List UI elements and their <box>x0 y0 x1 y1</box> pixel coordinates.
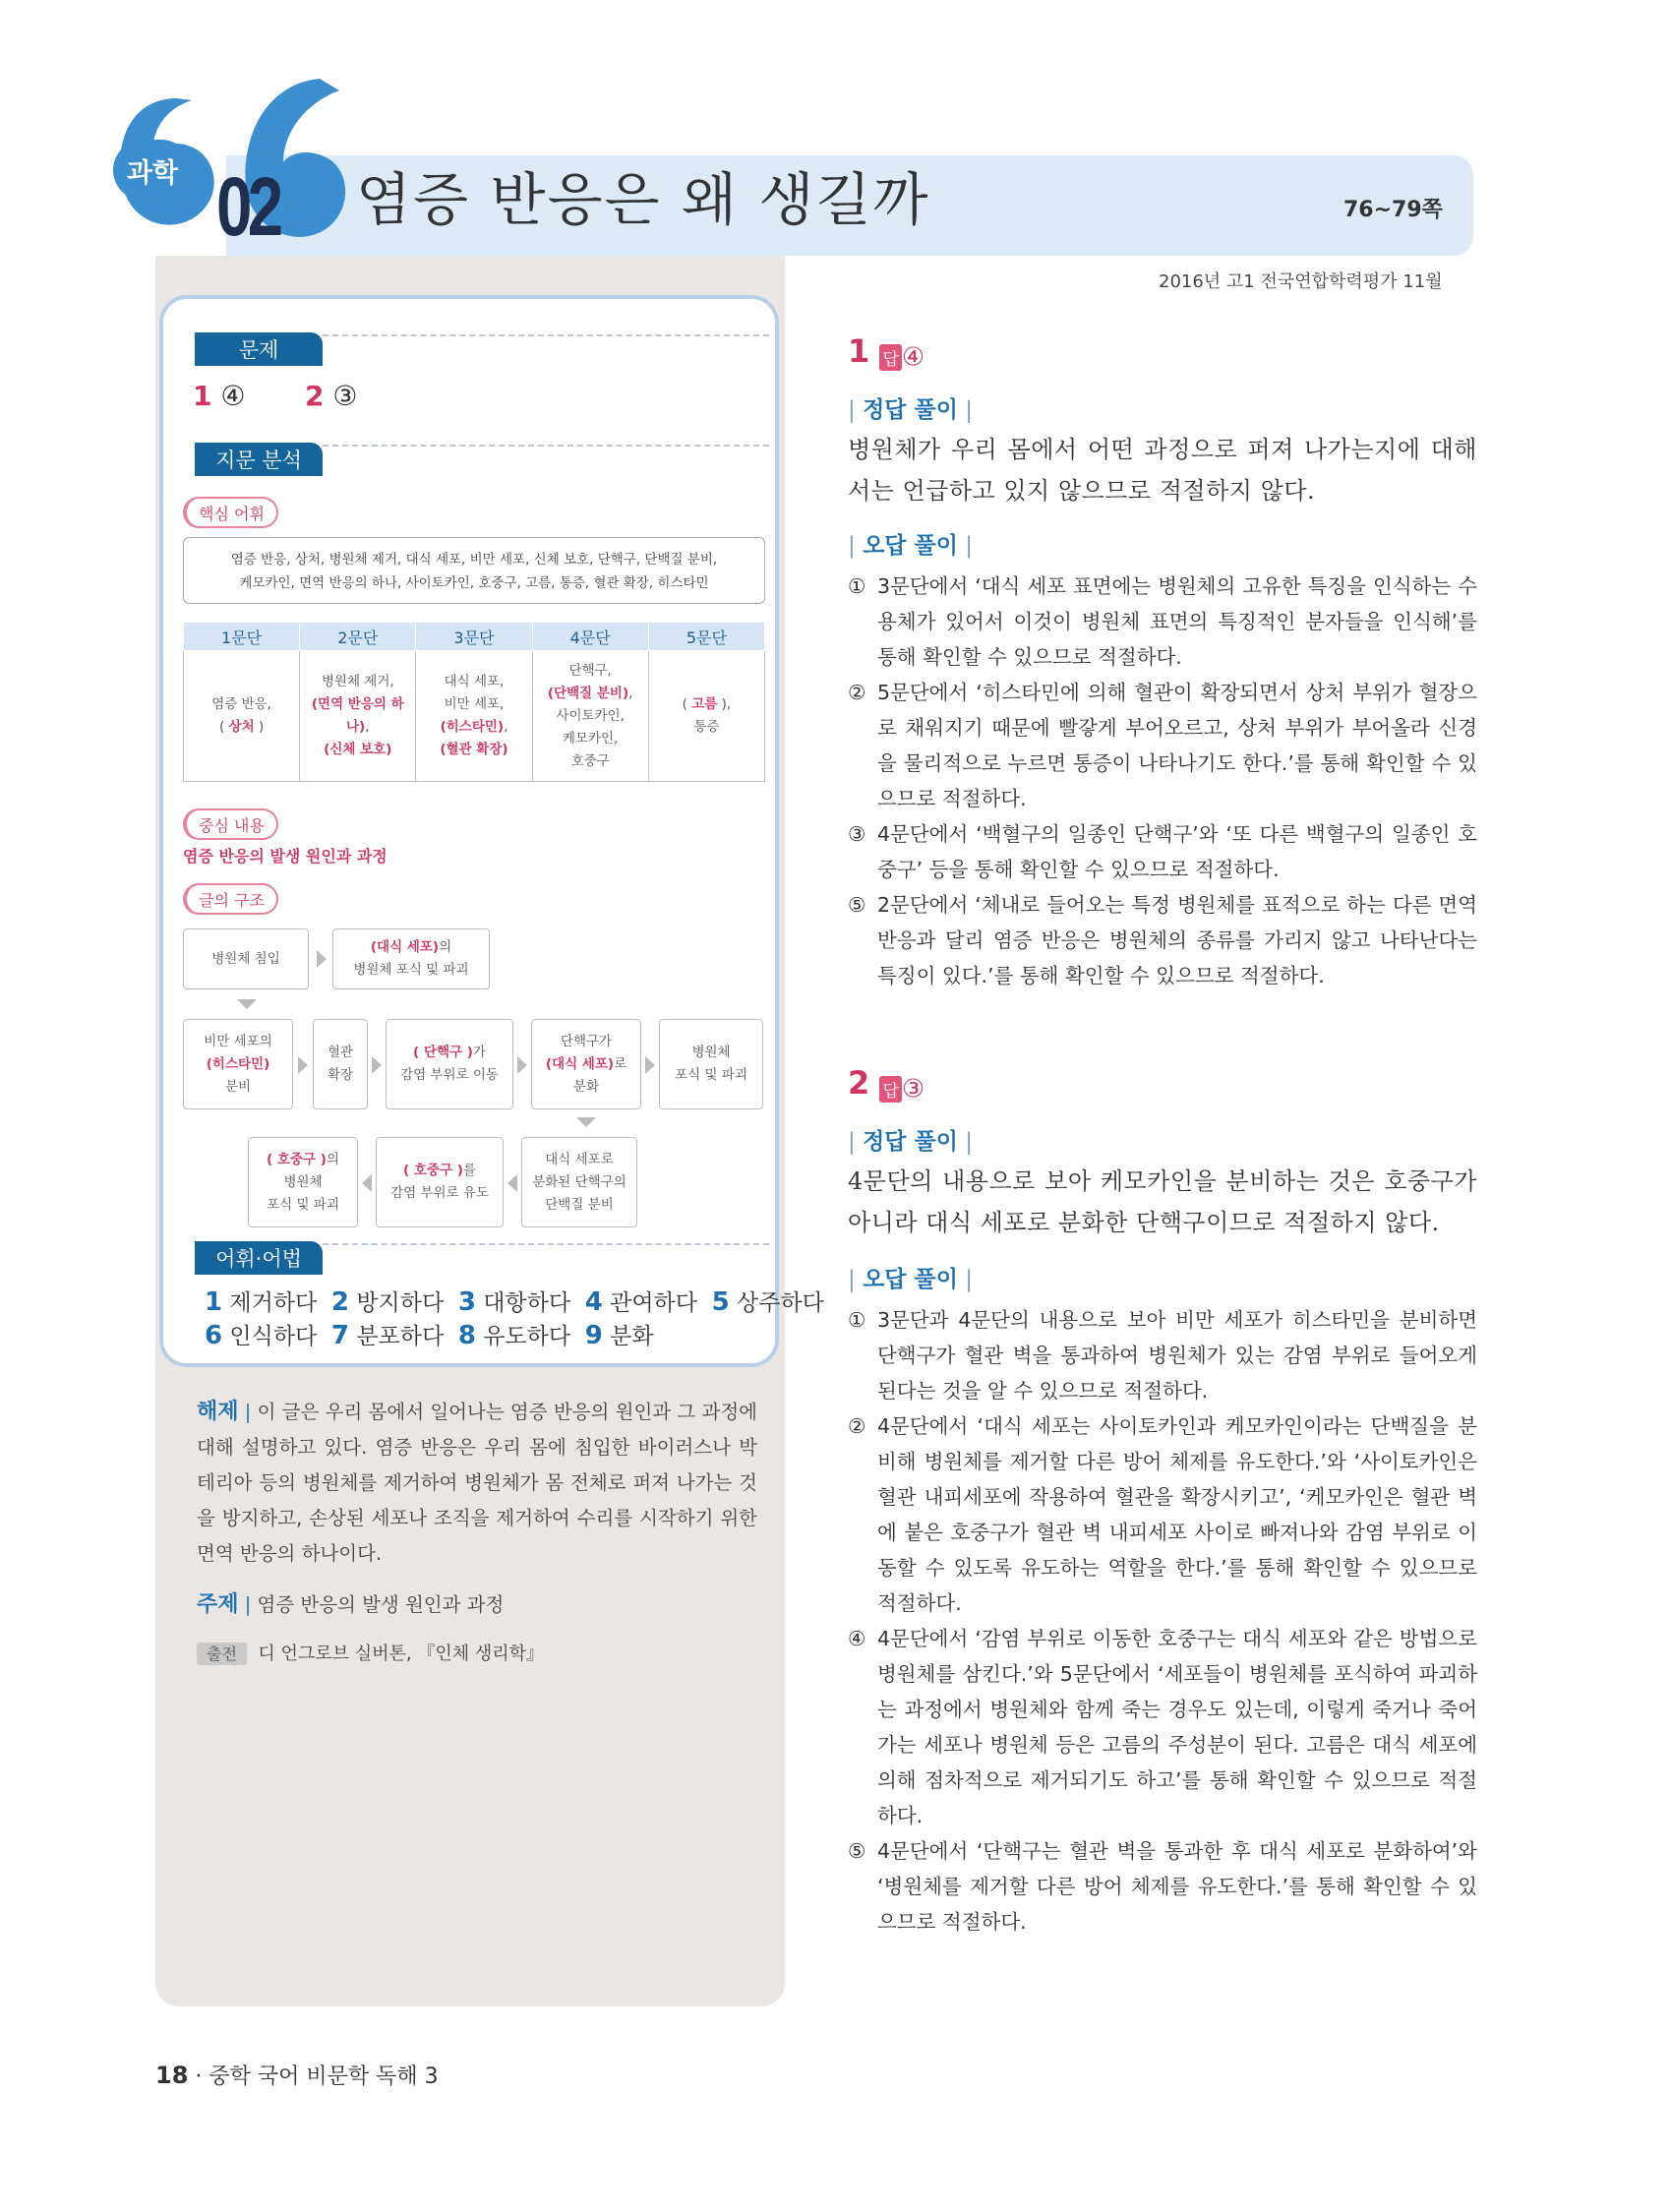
source-note: 출전 디 언그로브 실버톤, 『인체 생리학』 <box>197 1637 757 1672</box>
q2-correct-text: 4문단의 내용으로 보아 케모카인을 분비하는 것은 호중구가 아니라 대식 세포로 분화한 단핵구이므로 적절하지 않다. <box>848 1167 1477 1236</box>
flow-box-secretion: 대식 세포로 분화된 단핵구의 단백질 분비 <box>521 1137 637 1227</box>
key-words-line: 케모카인, 면역 반응의 하나, 사이토카인, 호중구, 고름, 통증, 혈관 확장, 히스타민 <box>239 575 709 591</box>
q1-wrong-label: | 오답 풀이 | <box>848 533 974 559</box>
flow-box-monocyte: ( 단핵구 )가 감염 부위로 이동 <box>386 1019 513 1109</box>
arrow-left-icon <box>362 1174 372 1192</box>
table-cell: ( 고름 ), 통증 <box>648 651 764 782</box>
q2-correct-label: | 정답 풀이 | <box>848 1129 974 1155</box>
q1-wrong-list <box>848 568 1477 993</box>
paragraph-table <box>183 622 765 782</box>
arrow-down-icon <box>576 1117 596 1127</box>
key-words-line: 염증 반응, 상처, 병원체 제거, 대식 세포, 비만 세포, 신체 보호, 단핵구, 단백질 분비, <box>230 552 718 568</box>
arrow-right-icon <box>372 1056 382 1074</box>
table-cell: 염증 반응, ( 상처 ) <box>184 651 300 782</box>
main-idea-label: 중심 내용 <box>183 808 278 840</box>
page-range: 76~79쪽 <box>1343 198 1443 222</box>
q2-wrong-list <box>848 1302 1477 1940</box>
theme: 주제 | 염증 반응의 발생 원인과 과정 <box>197 1592 505 1617</box>
q1-correct-label: | 정답 풀이 | <box>848 397 974 423</box>
commentary: 해제 | 이 글은 우리 몸에서 일어나는 염증 반응의 원인과 그 과정에 대해 설명하고 있다. 염증 반응은 우리 몸에 침입한 바이러스나 박테리아 등의 병원체를 제거하여 병원체가 몸 전체로 퍼져 나가는 것을 방지하고, 손상된 세포나 조직을 제거하여 수리를 시작하기 위한 면역 반응의 하나이다. <box>197 1400 758 1565</box>
key-words-label: 핵심 어휘 <box>183 497 278 528</box>
list-item: ② 4문단에서 ‘대식 세포는 사이토카인과 케모카인이라는 단백질을 분비해 병원체를 제거할 다른 방어 체제를 유도한다.’와 ‘사이토카인은 혈관 내피세포에 작용하여 혈관을 확장시키고’, ‘케모카인은 혈관 벽에 붙은 호중구가 혈관 벽 내피세포 사이로 빠져나와 감염 부위로 이동할 수 있도록 유도하는 역할을 한다.’를 통해 확인할 수 있으므로 적절하다. <box>848 1414 1477 1615</box>
key-words-box <box>183 537 765 604</box>
table-header: 4문단 <box>532 623 648 651</box>
q2-wrong-label: | 오답 풀이 | <box>848 1267 974 1292</box>
subject-badge: 과학 <box>113 140 192 201</box>
flow-box-lure: ( 호중구 )를 감염 부위로 유도 <box>376 1137 504 1227</box>
analysis-tab: 지문 분석 <box>195 443 323 476</box>
list-item: ⑤ 4문단에서 ‘단핵구는 혈관 벽을 통과한 후 대식 세포로 분화하여’와 ‘병원체를 제거할 다른 방어 체제를 유도한다.’를 통해 확인할 수 있으므로 적절하다. <box>848 1839 1477 1934</box>
table-header: 1문단 <box>184 623 300 651</box>
q2-heading: 2 답 ③ <box>848 1064 925 1105</box>
flow-box-vessel: 혈관 확장 <box>313 1019 368 1109</box>
arrow-left-icon <box>507 1174 517 1192</box>
divider <box>323 445 769 447</box>
list-item: ① 3문단과 4문단의 내용으로 보아 비만 세포가 히스타민을 분비하면 단핵구가 혈관 벽을 통과하여 병원체가 있는 감염 부위로 들어오게 된다는 것을 알 수 있으므로 적절하다. <box>848 1308 1477 1403</box>
table-header: 5문단 <box>648 623 764 651</box>
flow-box-differentiation: 단핵구가 (대식 세포)로 분화 <box>531 1019 641 1109</box>
main-idea-text: 염증 반응의 발생 원인과 과정 <box>183 847 388 866</box>
problems-tab: 문제 <box>195 332 323 366</box>
page-title: 염증 반응은 왜 생길까 <box>356 166 930 233</box>
answer-2: 2 ③ <box>305 380 358 412</box>
flow-box-phagocytosis: 병원체 포식 및 파괴 <box>659 1019 763 1109</box>
answer-1: 1 ④ <box>193 380 246 412</box>
vocab-tab: 어휘·어법 <box>195 1241 323 1275</box>
lesson-number: 02 <box>216 160 279 253</box>
table-cell: 단핵구, (단백질 분비), 사이토카인, 케모카인, 호중구 <box>532 651 648 782</box>
list-item: ③ 4문단에서 ‘백혈구의 일종인 단핵구’와 ‘또 다른 백혈구의 일종인 호중구’ 등을 통해 확인할 수 있으므로 적절하다. <box>848 822 1477 881</box>
list-item: ⑤ 2문단에서 ‘체내로 들어오는 특정 병원체를 표적으로 하는 다른 면역 반응과 달리 염증 반응은 병원체의 종류를 가리지 않고 나타난다는 특징이 있다.’를 통해 확인할 수 있으므로 적절하다. <box>848 893 1477 987</box>
vocab-answers-row1: 1 제거하다 2 방지하다 3 대항하다 4 관여하다 5 상주하다 <box>205 1287 824 1317</box>
structure-label: 글의 구조 <box>183 883 278 915</box>
arrow-right-icon <box>645 1056 655 1074</box>
q1-heading: 1 답 ④ <box>848 332 925 373</box>
flow-box-neutrophil: ( 호중구 )의 병원체 포식 및 파괴 <box>248 1137 358 1227</box>
list-item: ② 5문단에서 ‘히스타민에 의해 혈관이 확장되면서 상처 부위가 혈장으로 채워지기 때문에 빨갛게 부어오르고, 상처 부위가 부어올라 신경을 물리적으로 누르면 통증이 나타나기도 한다.’를 통해 확인할 수 있으므로 적절하다. <box>848 681 1477 810</box>
arrow-right-icon <box>298 1056 308 1074</box>
flow-box-mast-cell: 비만 세포의 (히스타민) 분비 <box>183 1019 293 1109</box>
exam-source: 2016년 고1 전국연합학력평가 11월 <box>1159 271 1443 292</box>
list-item: ① 3문단에서 ‘대식 세포 표면에는 병원체의 고유한 특징을 인식하는 수용체가 있어서 이것이 병원체 표면의 특징적인 분자들을 인식해’를 통해 확인할 수 있으므로 적절하다. <box>848 574 1477 669</box>
table-cell: 병원체 제거, (면역 반응의 하나), (신체 보호) <box>300 651 416 782</box>
q1-correct-text: 병원체가 우리 몸에서 어떤 과정으로 퍼져 나가는지에 대해서는 언급하고 있지 않으므로 적절하지 않다. <box>848 436 1477 505</box>
list-item: ④ 4문단에서 ‘감염 부위로 이동한 호중구는 대식 세포와 같은 방법으로 병원체를 삼킨다.’와 5문단에서 ‘세포들이 병원체를 포식하여 파괴하는 과정에서 병원체와 함께 죽는 경우도 있는데, 이렇게 죽거나 죽어 가는 세포나 병원체 등은 고름의 주성분이 된다. 고름은 대식 세포에 의해 점차적으로 제거되기도 하고’를 통해 확인할 수 있으므로 적절하다. <box>848 1627 1477 1827</box>
table-cell: 대식 세포, 비만 세포, (히스타민), (혈관 확장) <box>416 651 532 782</box>
divider <box>323 1243 769 1245</box>
divider <box>323 334 769 336</box>
page-footer: 18 · 중학 국어 비문학 독해 3 <box>155 2062 439 2089</box>
arrow-right-icon <box>317 950 327 968</box>
flow-box-invade: 병원체 침입 <box>183 928 309 989</box>
flow-box-macrophage: (대식 세포)의 병원체 포식 및 파괴 <box>332 928 490 989</box>
vocab-answers-row2: 6 인식하다 7 분포하다 8 유도하다 9 분화 <box>205 1321 654 1350</box>
arrow-down-icon <box>237 999 257 1009</box>
table-header: 3문단 <box>416 623 532 651</box>
table-header: 2문단 <box>300 623 416 651</box>
arrow-right-icon <box>517 1056 527 1074</box>
